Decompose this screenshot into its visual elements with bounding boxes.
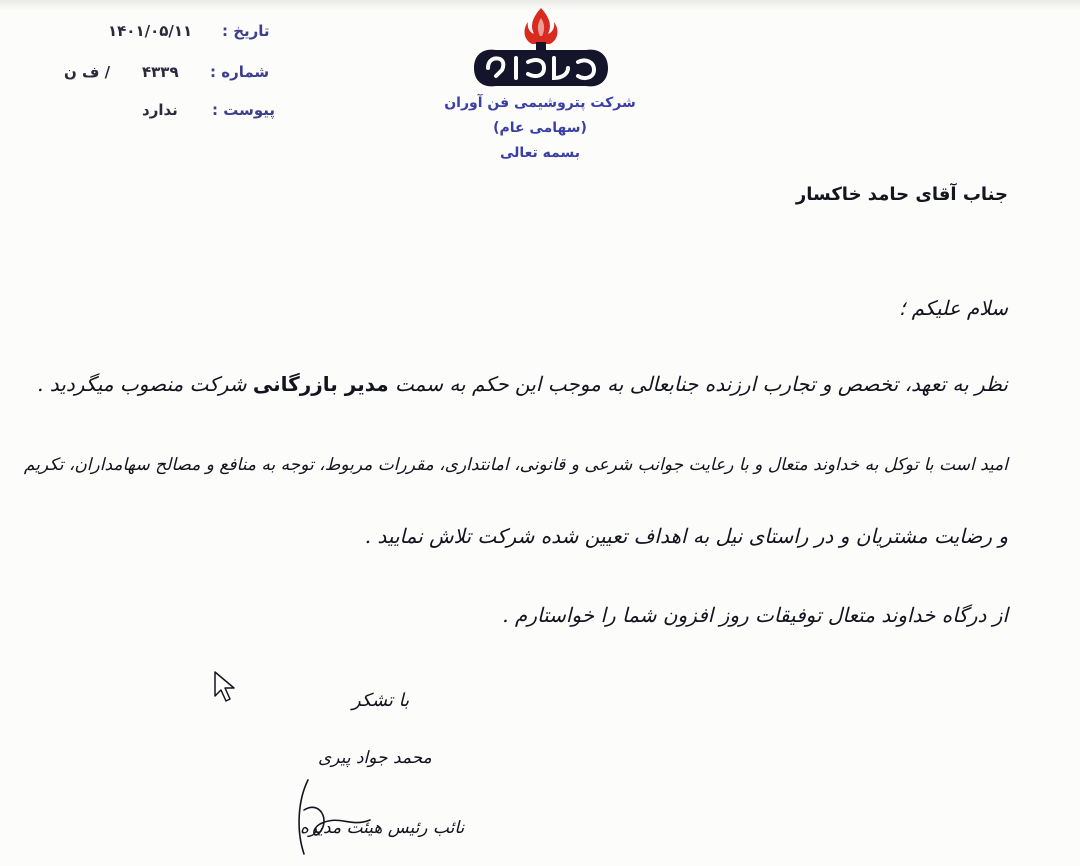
attachment-label: پیوست :: [212, 101, 276, 119]
company-logo-icon: [466, 6, 616, 92]
addressee: جناب آقای حامد خاکسار: [795, 184, 1008, 205]
paragraph-line-1: [37, 372, 1008, 396]
paragraph-line-2: امید است با توکل به خداوند متعال و با رعایت جوانب شرعی و قانونی، امانتداری، مقررات مربوط، توجه به منافع و مصالح سهامداران، تکریم: [23, 455, 1008, 475]
mouse-cursor-icon: [212, 670, 238, 704]
company-type: (سهامی عام): [493, 120, 587, 136]
number-label: شماره :: [210, 63, 270, 81]
company-name: شرکت پتروشیمی فن آوران: [444, 95, 636, 111]
line-1-part-2: شرکت منصوب میگردید .: [37, 372, 247, 396]
date-label: تاریخ :: [222, 22, 270, 40]
signature-scribble: [290, 770, 450, 860]
number-value: ۴۳۳۹: [142, 63, 179, 81]
line-1-part-1: نظر به تعهد، تخصص و تجارب ارزنده جنابعالی به موجب این حکم به سمت: [395, 372, 1008, 396]
paragraph-line-3: و رضایت مشتریان و در راستای نیل به اهداف تعیین شده شرکت تلاش نمایید .: [364, 524, 1008, 548]
invocation: بسمه تعالی: [499, 145, 581, 161]
job-title: مدیر بازرگانی: [252, 372, 389, 396]
signer-name: محمد جواد پیری: [318, 748, 432, 768]
number-suffix: / ف ن: [64, 63, 111, 81]
signer-title: نائب رئیس هیئت مدیره: [300, 818, 465, 838]
attachment-value: ندارد: [142, 101, 178, 119]
greeting: سلام علیکم ؛: [898, 296, 1008, 320]
paragraph-line-4: از درگاه خداوند متعال توفیقات روز افزون شما را خواستارم .: [502, 603, 1008, 627]
date-value: ۱۴۰۱/۰۵/۱۱: [108, 22, 193, 40]
closing: با تشکر: [352, 690, 410, 711]
